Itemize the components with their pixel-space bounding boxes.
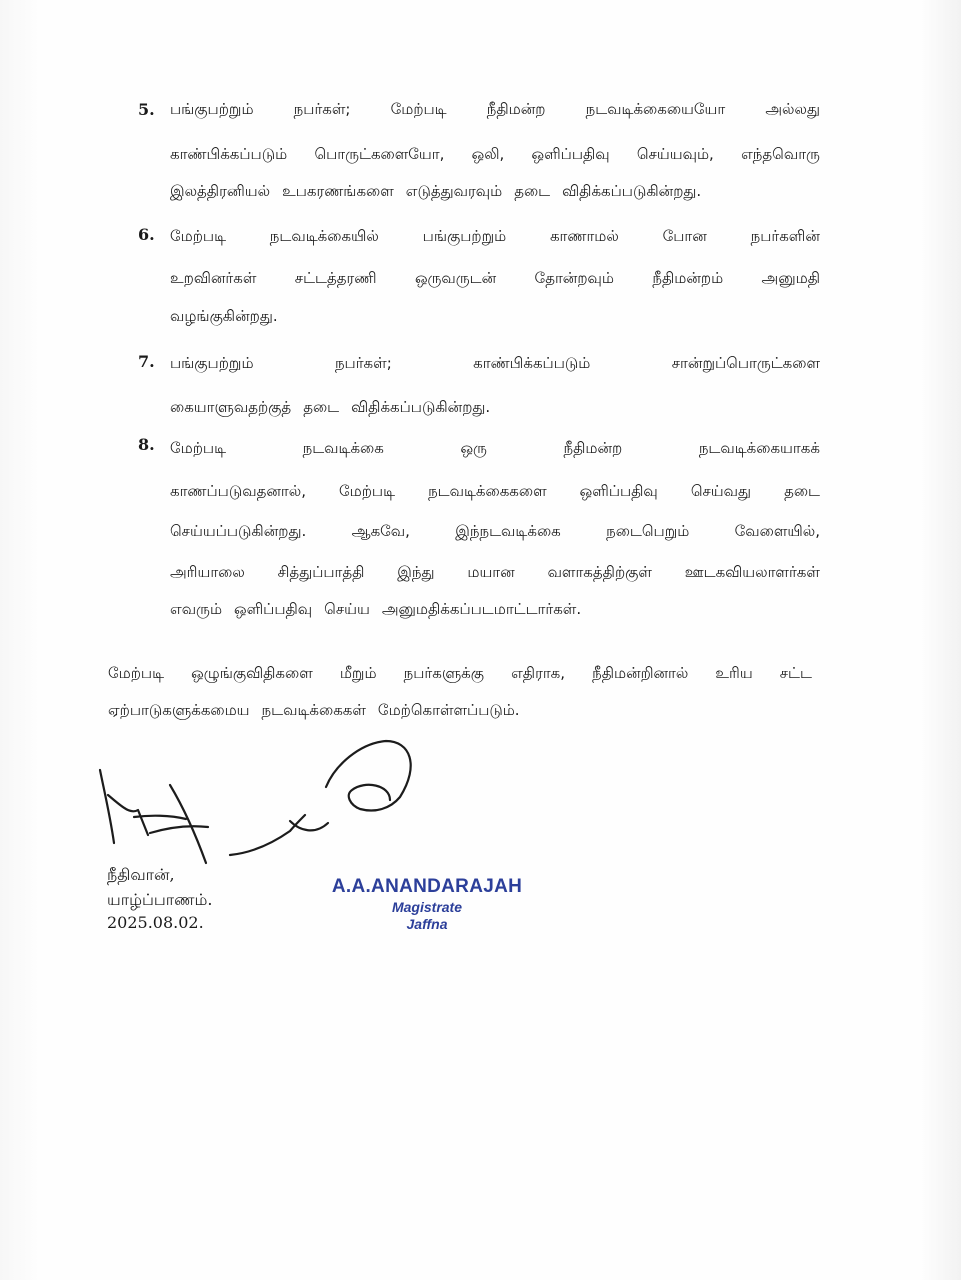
closing-paragraph-line: ஏற்பாடுகளுக்கமைய நடவடிக்கைகள் மேற்கொள்ளப்படும். [108, 701, 520, 719]
clause-line: இலத்திரனியல் உபகரணங்களை எடுத்துவரவும் தடை விதிக்கப்படுகின்றது. [170, 182, 702, 200]
clause-line: காண்பிக்கப்படும் பொருட்களையோ, ஒலி, ஒளிப்பதிவு செய்யவும், எந்தவொரு [170, 145, 820, 163]
clause-number: 5. [138, 100, 155, 119]
clause-line: மேற்படி நடவடிக்கை ஒரு நீதிமன்ற நடவடிக்கையாகக் [170, 439, 820, 457]
clause-line: அரியாலை சித்துப்பாத்தி இந்து மயான வளாகத்திற்குள் ஊடகவியலாளர்கள் [170, 563, 820, 581]
closing-paragraph-line: மேற்படி ஒழுங்குவிதிகளை மீறும் நபர்களுக்கு எதிராக, நீதிமன்றினால் உரிய சட்ட [108, 664, 812, 682]
stamp-place: Jaffna [406, 916, 448, 932]
stamp-name: A.A.ANANDARAJAH [331, 876, 523, 897]
signoff-place: யாழ்ப்பாணம். [107, 890, 213, 909]
clause-line: செய்யப்படுகின்றது. ஆகவே, இந்நடவடிக்கை நடைபெறும் வேளையில், [170, 522, 820, 540]
stamp-title: Magistrate [391, 899, 463, 915]
signoff-date: 2025.08.02. [107, 913, 204, 932]
clause-line: வழங்குகின்றது. [170, 307, 278, 325]
clause-line: உறவினர்கள் சட்டத்தரணி ஒருவருடன் தோன்றவும் நீதிமன்றம் அனுமதி [170, 269, 820, 287]
clause-line: பங்குபற்றும் நபர்கள்; காண்பிக்கப்படும் சான்றுப்பொருட்களை [170, 354, 820, 372]
clause-line: பங்குபற்றும் நபர்கள்; மேற்படி நீதிமன்ற நடவடிக்கையையோ அல்லது [170, 100, 820, 118]
clause-line: மேற்படி நடவடிக்கையில் பங்குபற்றும் காணாமல் போன நபர்களின் [170, 227, 820, 245]
clause-line: கையாளுவதற்குத் தடை விதிக்கப்படுகின்றது. [170, 398, 491, 416]
magistrate-stamp [322, 876, 532, 932]
clause-number: 7. [138, 352, 155, 371]
clause-line: காணப்படுவதனால், மேற்படி நடவடிக்கைகளை ஒளிப்பதிவு செய்வது தடை [170, 482, 820, 500]
handwritten-signature [90, 735, 430, 865]
clause-line: எவரும் ஒளிப்பதிவு செய்ய அனுமதிக்கப்படமாட்டார்கள். [170, 600, 582, 618]
clause-number: 6. [138, 225, 155, 244]
signoff-title: நீதிவான், [107, 865, 175, 884]
clause-number: 8. [138, 435, 155, 454]
